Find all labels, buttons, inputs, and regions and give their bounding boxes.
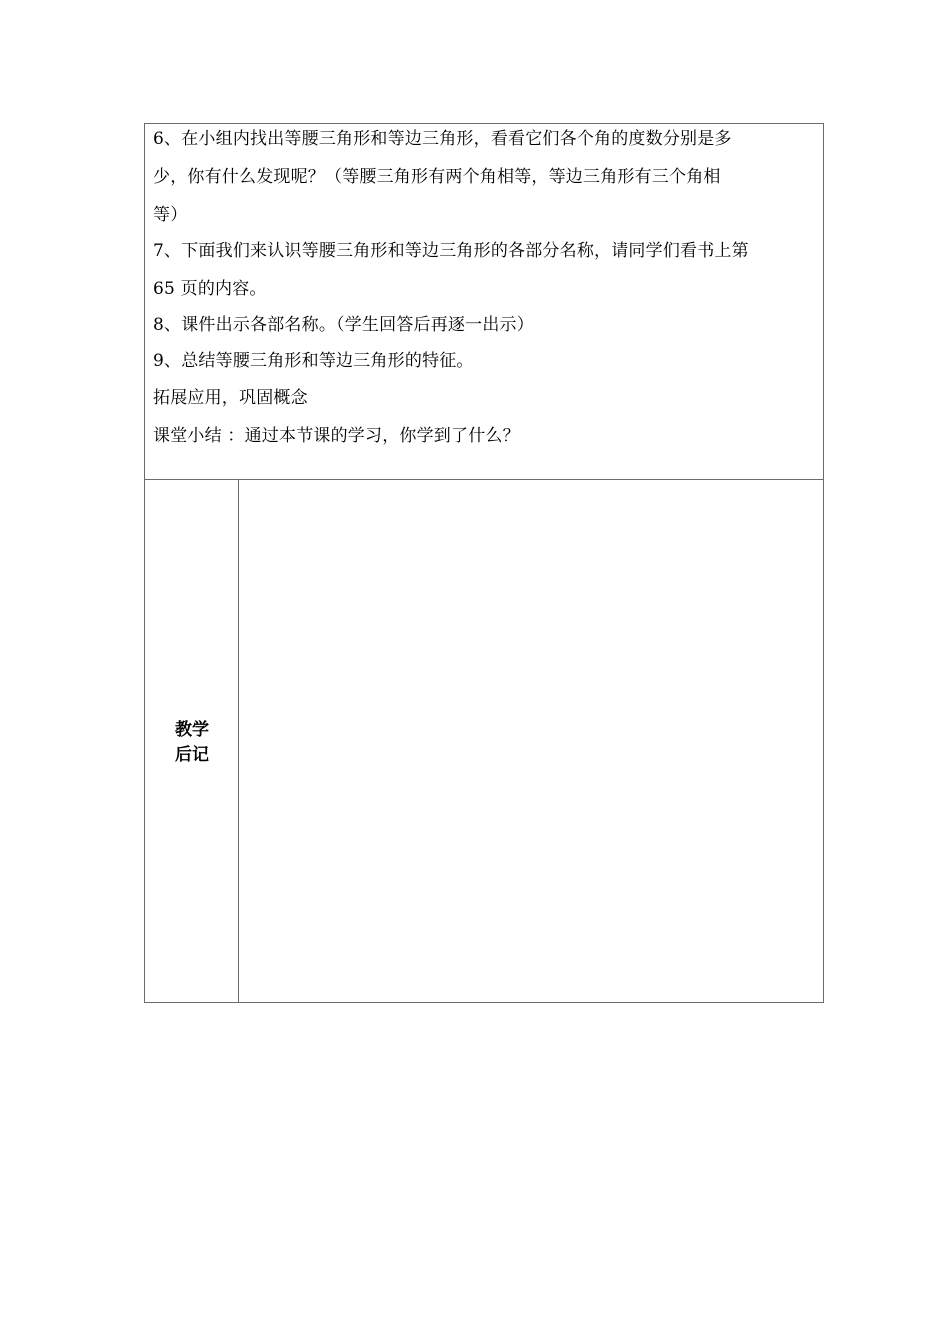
reflection-label-line-1: 教学 [175,720,209,740]
lesson-content-cell [144,123,824,479]
lesson-step-7-line-2: 65 页的内容。 [153,279,267,299]
lesson-step-7-line-1: 7、下面我们来认识等腰三角形和等边三角形的各部分名称，请同学们看书上第 [153,241,749,261]
lesson-step-6-line-1: 6、在小组内找出等腰三角形和等边三角形，看看它们各个角的度数分别是多 [153,129,732,149]
reflection-label-line-2: 后记 [175,745,209,765]
class-summary: 课堂小结 ：通过本节课的学习，你学到了什么？ [153,426,520,446]
extension-heading: 拓展应用，巩固概念 [153,388,308,408]
lesson-step-6-line-2: 少，你有什么发现呢？（等腰三角形有两个角相等，等边三角形有三个角相 [153,167,721,187]
reflection-notes-cell [239,480,823,1002]
lesson-step-9: 9、总结等腰三角形和等边三角形的特征。 [153,351,474,371]
lesson-step-8: 8、课件出示各部名称。（学生回答后再逐一出示） [153,315,534,335]
reflection-label [145,718,239,768]
lesson-step-6-line-3: 等） [153,205,188,225]
reflection-row [144,479,824,1003]
reflection-label-cell [145,480,239,1002]
